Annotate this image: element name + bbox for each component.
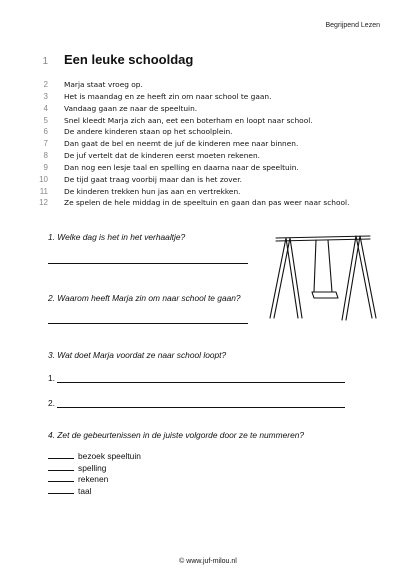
title-line-number: 1 bbox=[42, 56, 48, 67]
swing-icon bbox=[268, 226, 378, 326]
line-text: De juf vertelt dat de kinderen eerst moeten rekenen. bbox=[64, 151, 260, 161]
line-text: Vandaag gaan ze naar de speeltuin. bbox=[64, 103, 198, 113]
answer-row-3-1[interactable] bbox=[48, 373, 345, 383]
order-list bbox=[48, 451, 141, 497]
answer-number: 2. bbox=[48, 398, 55, 408]
question-1: 1. Welke dag is het in het verhaaltje? bbox=[48, 232, 186, 242]
line-number: 4 bbox=[43, 103, 48, 113]
story-lines bbox=[34, 80, 349, 210]
story-line bbox=[34, 151, 349, 163]
title-row bbox=[34, 52, 193, 67]
line-text: De andere kinderen staan op het schoolplein. bbox=[64, 127, 233, 137]
order-label: bezoek speeltuin bbox=[78, 451, 141, 461]
story-line bbox=[34, 163, 349, 175]
line-number: 6 bbox=[43, 127, 48, 137]
line-number: 9 bbox=[43, 162, 48, 172]
line-number: 11 bbox=[39, 186, 48, 196]
story-line bbox=[34, 116, 349, 128]
number-blank[interactable] bbox=[48, 463, 74, 471]
line-number: 5 bbox=[43, 115, 48, 125]
answer-line[interactable] bbox=[57, 399, 345, 408]
question-2: 2. Waarom heeft Marja zin om naar school te gaan? bbox=[48, 293, 241, 303]
question-4: 4. Zet de gebeurtenissen in de juiste volgorde door ze te nummeren? bbox=[48, 430, 305, 440]
line-text: Snel kleedt Marja zich aan, eet een boterham en loopt naar school. bbox=[64, 115, 313, 125]
story-line bbox=[34, 187, 349, 199]
line-number: 7 bbox=[43, 139, 48, 149]
number-blank[interactable] bbox=[48, 451, 74, 459]
story-line bbox=[34, 139, 349, 151]
order-label: taal bbox=[78, 485, 92, 496]
line-text: Het is maandag en ze heeft zin om naar school te gaan. bbox=[64, 91, 272, 101]
line-text: Marja staat vroeg op. bbox=[64, 80, 143, 89]
story-line bbox=[34, 92, 349, 104]
footer-copyright: © www.juf-milou.nl bbox=[179, 558, 237, 565]
line-text: Dan gaat de bel en neemt de juf de kinderen mee naar binnen. bbox=[64, 139, 299, 149]
line-number: 3 bbox=[43, 91, 48, 101]
line-text: Ze spelen de hele middag in de speeltuin en gaan dan pas weer naar school. bbox=[64, 198, 350, 208]
story-line bbox=[34, 104, 349, 116]
question-3: 3. Wat doet Marja voordat ze naar school loopt? bbox=[48, 350, 227, 360]
answer-number: 1. bbox=[48, 373, 55, 383]
order-item bbox=[48, 474, 141, 486]
order-item bbox=[48, 463, 141, 475]
line-number: 10 bbox=[39, 174, 48, 184]
number-blank[interactable] bbox=[48, 474, 74, 482]
line-text: De tijd gaat traag voorbij maar dan is het zover. bbox=[64, 174, 242, 184]
order-label: spelling bbox=[78, 462, 107, 473]
story-line bbox=[34, 175, 349, 187]
story-line bbox=[34, 198, 349, 210]
answer-line-1[interactable] bbox=[48, 263, 248, 264]
order-label: rekenen bbox=[78, 474, 109, 484]
story-line bbox=[34, 127, 349, 139]
page-header: Begrijpend Lezen bbox=[325, 22, 380, 29]
number-blank[interactable] bbox=[48, 486, 74, 494]
answer-line-2[interactable] bbox=[48, 323, 248, 324]
line-text: De kinderen trekken hun jas aan en vertrekken. bbox=[64, 186, 241, 196]
answer-line[interactable] bbox=[57, 374, 345, 383]
order-item bbox=[48, 486, 141, 498]
line-number: 12 bbox=[39, 198, 48, 208]
order-item bbox=[48, 451, 141, 463]
line-number: 2 bbox=[43, 80, 48, 89]
answer-row-3-2[interactable] bbox=[48, 398, 345, 408]
line-number: 8 bbox=[43, 151, 48, 161]
line-text: Dan nog een lesje taal en spelling en daarna naar de speeltuin. bbox=[64, 162, 299, 172]
story-line bbox=[34, 80, 349, 92]
page-title: Een leuke schooldag bbox=[64, 52, 194, 67]
